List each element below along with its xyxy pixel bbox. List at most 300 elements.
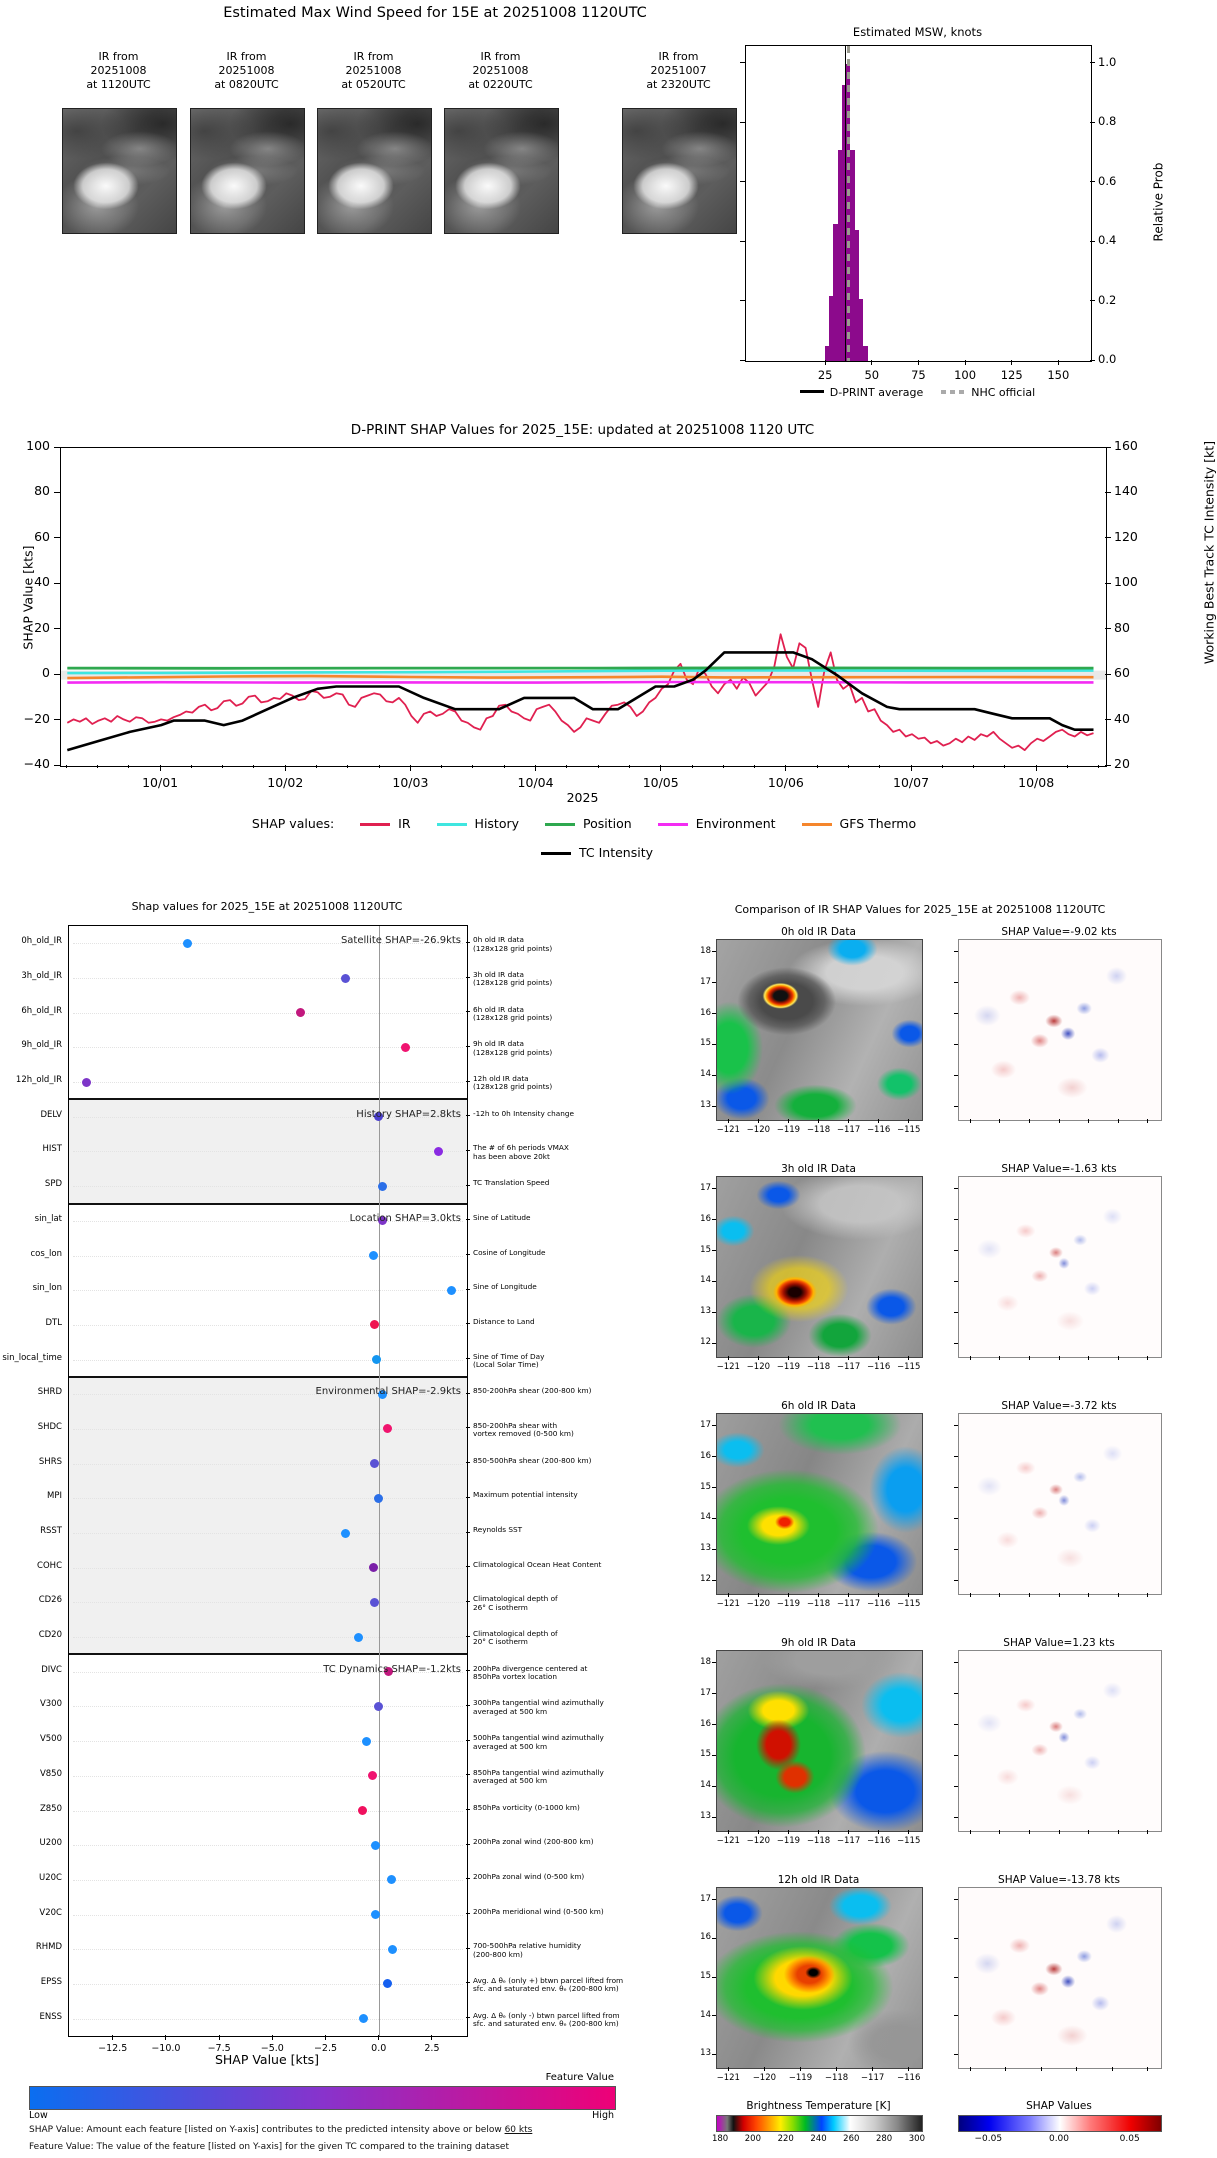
shap-map-lon-tick	[1029, 1830, 1030, 1834]
dotplot-xtick-label: −5.0	[260, 2043, 284, 2054]
ir-map-lon-label: −117	[836, 1362, 861, 1372]
ts-xtick-minor	[629, 765, 630, 768]
ts-ytick-left	[54, 719, 60, 720]
histogram-ytick-label: 0.4	[1098, 233, 1117, 248]
shap-colorbar-title: SHAP Values	[1026, 2100, 1092, 2112]
ir-map-lon-label: −117	[860, 2073, 885, 2083]
ir-map-lon-label: −118	[806, 1836, 831, 1846]
dotplot-section-divider	[69, 1376, 467, 1378]
ir-map-lat-tick	[712, 1456, 716, 1457]
dotplot-point-EPSS	[383, 1979, 392, 1988]
dotplot-right-tick	[466, 1462, 470, 1463]
shap-map-lat-tick	[954, 1487, 958, 1488]
dotplot-feature-desc: 200hPa zonal wind (0-500 km)	[473, 1871, 585, 1881]
dotplot-right-tick	[466, 1566, 470, 1567]
dotplot-right-tick	[466, 1150, 470, 1151]
ir-map-lat-tick	[712, 951, 716, 952]
ts-ytick-right-label: 100	[1114, 574, 1138, 590]
dotplot-xtick	[325, 2035, 326, 2040]
ir-map-lat-label: 13	[700, 1543, 711, 1554]
maps-title: Comparison of IR SHAP Values for 2025_15E at 20251008 1120UTC	[734, 903, 1106, 916]
ir-map-lon-label: −117	[836, 1125, 861, 1135]
ts-ytick-left	[54, 537, 60, 538]
shap-map-lat-tick	[954, 1013, 958, 1014]
dotplot-section-annotation: History SHAP=2.8kts	[356, 1108, 461, 1120]
shap-map-lon-tick	[1029, 1593, 1030, 1597]
ts-xtick-label: 10/06	[767, 775, 804, 790]
dotplot-section-divider	[69, 1653, 467, 1655]
ts-xtick-label: 10/02	[267, 775, 304, 790]
dotplot-point-cos_lon	[369, 1251, 378, 1260]
ts-ytick-right-label: 60	[1114, 665, 1130, 681]
dotplot-feature-label: CD26	[38, 1595, 62, 1606]
shap-map-lon-tick	[1059, 1119, 1060, 1123]
ir-map-lat-label: 14	[700, 1780, 711, 1791]
ir-map-lat-tick	[712, 1662, 716, 1663]
dotplot-xtick-label: −7.5	[207, 2043, 231, 2054]
dotplot-point-Z850	[358, 1806, 367, 1815]
ts-ytick-right	[1105, 719, 1111, 720]
ir-map-lon-label: −118	[806, 1599, 831, 1609]
dotplot-row-gridline	[73, 1915, 463, 1916]
dotplot-point-sin_lon	[447, 1286, 456, 1295]
ir-map-lon-label: −120	[752, 2073, 777, 2083]
timeseries-ylabel-left: SHAP Value [kts]	[20, 545, 36, 650]
ir-map-image	[716, 1413, 923, 1595]
ts-xtick-minor	[97, 765, 98, 768]
dotplot-feature-desc: 0h old IR data (128x128 grid points)	[473, 935, 553, 953]
shap-map-image	[958, 939, 1162, 1121]
ir-map-lon-tick	[728, 1830, 729, 1834]
ir-map-lon-tick	[758, 1593, 759, 1597]
dotplot-point-0h_old_IR	[183, 939, 192, 948]
ts-ytick-right-label: 40	[1114, 710, 1130, 726]
ir-map-lon-label: −118	[806, 1362, 831, 1372]
ir-map-lat-label: 17	[700, 1182, 711, 1193]
ts-xtick	[785, 765, 786, 771]
histogram-ytick-left	[740, 360, 745, 361]
ir-map-lat-tick	[712, 1724, 716, 1725]
dotplot-feature-label: MPI	[47, 1491, 62, 1502]
dotplot-feature-desc: 850-200hPa shear (200-800 km)	[473, 1386, 592, 1396]
ts-ytick-right	[1105, 447, 1111, 448]
feature-value-low-label: Low	[29, 2110, 48, 2121]
dotplot-point-SPD	[378, 1182, 387, 1191]
ts-xtick-minor	[1067, 765, 1068, 768]
dotplot-right-tick	[466, 1497, 470, 1498]
dotplot-point-6h_old_IR	[296, 1008, 305, 1017]
ir-thumbnail-image	[317, 108, 432, 234]
ir-map-lat-tick	[712, 1044, 716, 1045]
dotplot-point-DTL	[370, 1320, 379, 1329]
shap-map-title: SHAP Value=1.23 kts	[1003, 1637, 1115, 1649]
dotplot-row-gridline	[73, 1325, 463, 1326]
ir-map-lat-label: 12	[700, 1337, 711, 1348]
ts-xtick-minor	[472, 765, 473, 768]
shap-map-lon-tick	[1029, 1119, 1030, 1123]
series-ir	[67, 634, 1093, 750]
shap-map-lon-tick	[1118, 1356, 1119, 1360]
dotplot-feature-label: DTL	[45, 1317, 62, 1328]
ts-xtick-minor	[66, 765, 67, 768]
ts-xtick-minor	[191, 765, 192, 768]
histogram-xtick	[1058, 360, 1059, 365]
ir-map-lat-label: 17	[700, 1687, 711, 1698]
ts-xtick	[285, 765, 286, 771]
histogram-ytick-left	[740, 122, 745, 123]
ir-map-image	[716, 939, 923, 1121]
ir-map-lon-tick	[908, 1119, 909, 1123]
ir-map-title: 3h old IR Data	[781, 1163, 856, 1175]
histogram-legend-label: NHC official	[971, 386, 1036, 399]
dotplot-right-tick	[466, 1011, 470, 1012]
ir-map-lat-tick	[712, 1899, 716, 1900]
shap-map-lat-tick	[954, 1343, 958, 1344]
shap-map-lon-tick	[1041, 2067, 1042, 2071]
ts-ytick-left-label: 80	[34, 483, 50, 499]
shap-map-lat-tick	[954, 1662, 958, 1663]
ir-map-lon-tick	[872, 2067, 873, 2071]
ts-ytick-right-label: 120	[1114, 528, 1138, 544]
dotplot-feature-desc: 850-200hPa shear with vortex removed (0-500 km)	[473, 1420, 574, 1439]
shap-map-lat-tick	[954, 1425, 958, 1426]
ts-xtick	[535, 765, 536, 771]
shap-map-title: SHAP Value=-1.63 kts	[1001, 1163, 1117, 1175]
ir-map-title: 0h old IR Data	[781, 926, 856, 938]
dotplot-point-RHMD	[388, 1945, 397, 1954]
shap-map-lon-tick	[1088, 1593, 1089, 1597]
ir-map-lon-tick	[848, 1119, 849, 1123]
shap-map-lat-tick	[954, 1219, 958, 1220]
ir-map-lon-tick	[908, 1356, 909, 1360]
ts-xtick-label: 10/01	[142, 775, 179, 790]
ir-map-lon-label: −116	[866, 1836, 891, 1846]
dotplot-feature-label: RHMD	[35, 1942, 62, 1953]
top-panel-title: Estimated Max Wind Speed for 15E at 20251008 1120UTC	[223, 5, 647, 21]
feature-value-colorbar	[29, 2086, 616, 2110]
ir-map-lon-label: −115	[897, 1836, 921, 1846]
dotplot-right-tick	[466, 1323, 470, 1324]
timeseries-svg	[61, 448, 1106, 766]
ir-map-lon-label: −117	[836, 1599, 861, 1609]
dotplot-right-tick	[466, 1705, 470, 1706]
dotplot-row-gridline	[73, 1568, 463, 1569]
dotplot-feature-desc: 9h old IR data (128x128 grid points)	[473, 1039, 553, 1057]
ts-ytick-right-label: 20	[1114, 756, 1130, 771]
dotplot-right-tick	[466, 1254, 470, 1255]
ir-map-lat-tick	[712, 1817, 716, 1818]
dotplot-feature-desc: Climatological Ocean Heat Content	[473, 1559, 602, 1569]
ir-map-lat-label: 16	[700, 1450, 711, 1461]
ir-map-lon-label: −118	[806, 1125, 831, 1135]
ir-thumbnail-caption: IR from 20251008 at 1120UTC	[86, 50, 151, 91]
ir-map-lon-tick	[788, 1119, 789, 1123]
ir-map-lon-label: −120	[746, 1362, 771, 1372]
ts-legend-gfs-thermo-swatch	[802, 823, 832, 827]
ts-ytick-right	[1105, 492, 1111, 493]
shap-map-lon-tick	[1112, 2067, 1113, 2071]
ir-map-lat-label: 13	[700, 1306, 711, 1317]
dotplot-feature-desc: 200hPa divergence centered at 850hPa vortex location	[473, 1663, 588, 1682]
shap-map-lat-tick	[954, 1518, 958, 1519]
shap-map-lon-tick	[1076, 2067, 1077, 2071]
shap-map-lat-tick	[954, 1312, 958, 1313]
series-gfs-thermo	[67, 676, 1093, 678]
dotplot-section-shading	[69, 1377, 467, 1655]
dotplot-feature-desc: Sine of Latitude	[473, 1212, 531, 1222]
ir-map-lon-label: −116	[866, 1125, 891, 1135]
ts-xtick	[660, 765, 661, 771]
histogram-xtick-label: 25	[817, 368, 833, 382]
dotplot-point-9h_old_IR	[401, 1043, 410, 1052]
nhc-official-line	[847, 46, 850, 361]
dotplot-point-MPI	[374, 1494, 383, 1503]
ts-xtick	[1036, 765, 1037, 771]
ts-xtick-minor	[1004, 765, 1005, 768]
dotplot-row-gridline	[73, 1637, 463, 1638]
histogram-ytick	[1090, 62, 1095, 63]
ir-map-lon-label: −121	[716, 1599, 740, 1609]
dotplot-row-gridline	[73, 1880, 463, 1881]
ir-map-lon-tick	[800, 2067, 801, 2071]
dotplot-feature-label: HIST	[42, 1144, 62, 1155]
timeseries-ylabel-right: Working Best Track TC Intensity [kt]	[1201, 440, 1217, 665]
ts-ytick-right-label: 140	[1114, 483, 1138, 499]
shap-map-image	[958, 1176, 1162, 1358]
ir-thumbnail-image	[190, 108, 305, 234]
shap-map-lat-tick	[954, 1281, 958, 1282]
shap-map-title: SHAP Value=-3.72 kts	[1001, 1400, 1117, 1412]
dotplot-row-gridline	[73, 1429, 463, 1430]
dotplot-feature-label: SPD	[44, 1179, 62, 1190]
ir-map-lat-tick	[712, 1977, 716, 1978]
dotplot-right-tick	[466, 1670, 470, 1671]
shap-map-lat-tick	[954, 1977, 958, 1978]
dotplot-row-gridline	[73, 1776, 463, 1777]
shap-map-lon-tick	[1118, 1830, 1119, 1834]
shap-map-lon-tick	[1088, 1830, 1089, 1834]
histogram-bar	[863, 346, 867, 361]
dotplot-feature-label: COHC	[37, 1560, 62, 1571]
shap-map-lat-tick	[954, 1786, 958, 1787]
ts-xtick	[410, 765, 411, 771]
dotplot-feature-label: CD20	[38, 1630, 62, 1641]
histogram-ytick	[1090, 360, 1095, 361]
dotplot-feature-label: ENSS	[39, 2011, 62, 2022]
ir-map-lat-tick	[712, 1580, 716, 1581]
ir-map-lon-tick	[758, 1830, 759, 1834]
dotplot-point-V850	[368, 1771, 377, 1780]
shap-map-lat-tick	[954, 1817, 958, 1818]
shap-map-lon-tick	[1118, 1119, 1119, 1123]
histogram-ytick	[1090, 181, 1095, 182]
bt-colorbar-tick-label: 200	[744, 2134, 761, 2144]
dotplot-point-ENSS	[359, 2014, 368, 2023]
dotplot-right-tick	[466, 2017, 470, 2018]
dotplot-feature-desc: Avg. Δ θₑ (only +) btwn parcel lifted from sfc. and saturated env. θₑ (200-800 km)	[473, 1975, 624, 1994]
dotplot-title: Shap values for 2025_15E at 20251008 1120UTC	[131, 900, 403, 913]
shap-map-lon-tick	[970, 1356, 971, 1360]
ts-ytick-left-label: 0	[42, 665, 50, 681]
dotplot-row-gridline	[73, 2019, 463, 2020]
ir-map-lon-label: −119	[776, 1836, 801, 1846]
ts-legend-history-label: History	[474, 816, 520, 831]
shap-map-lon-tick	[1147, 1356, 1148, 1360]
ir-map-lat-tick	[712, 1250, 716, 1251]
ts-ytick-right	[1105, 583, 1111, 584]
dotplot-point-12h_old_IR	[82, 1078, 91, 1087]
shap-map-lon-tick	[1088, 1119, 1089, 1123]
dotplot-feature-label: V500	[39, 1734, 62, 1745]
ir-map-lon-label: −115	[897, 1125, 921, 1135]
ir-map-lat-tick	[712, 1281, 716, 1282]
dotplot-row-gridline	[73, 1498, 463, 1499]
dotplot-section-annotation: Environmental SHAP=-2.9kts	[315, 1386, 461, 1398]
shap-map-lon-tick	[999, 1119, 1000, 1123]
ts-ytick-left	[54, 447, 60, 448]
dotplot-xtick-label: 2.5	[424, 2043, 440, 2054]
ts-legend-ir-label: IR	[398, 816, 411, 831]
ir-map-lat-tick	[712, 2054, 716, 2055]
dotplot-feature-label: cos_lon	[30, 1248, 62, 1259]
ir-map-lon-label: −119	[776, 1125, 801, 1135]
dotplot-xlabel: SHAP Value [kts]	[214, 2052, 320, 2067]
dotplot-feature-desc: The # of 6h periods VMAX has been above 20kt	[473, 1143, 569, 1161]
shap-map-lat-tick	[954, 2054, 958, 2055]
dotplot-point-3h_old_IR	[341, 974, 350, 983]
dotplot-feature-desc: 850hPa tangential wind azimuthally averaged at 500 km	[473, 1767, 604, 1786]
ir-map-lon-tick	[848, 1593, 849, 1597]
dotplot-xtick-label: −10.0	[151, 2043, 181, 2054]
dotplot-feature-label: V20C	[39, 1907, 62, 1918]
histogram-xtick	[918, 360, 919, 365]
ir-map-lon-tick	[788, 1593, 789, 1597]
ts-xtick-minor	[817, 765, 818, 768]
ir-map-lat-tick	[712, 1312, 716, 1313]
dotplot-point-U200	[371, 1841, 380, 1850]
bt-colorbar	[716, 2115, 923, 2132]
dotplot-feature-desc: 850hPa vorticity (0-1000 km)	[473, 1802, 580, 1812]
bt-colorbar-tick-label: 180	[711, 2134, 729, 2144]
ir-map-lat-label: 15	[700, 1749, 711, 1760]
dotplot-section-annotation: Satellite SHAP=-26.9kts	[340, 935, 461, 947]
dotplot-feature-label: SHRD	[37, 1387, 62, 1398]
ir-map-lon-label: −116	[866, 1362, 891, 1372]
footnote-text: SHAP Value: Amount each feature [listed on Y-axis] contributes to the predicted intensity above or below	[29, 2125, 505, 2135]
ir-map-lon-tick	[728, 2067, 729, 2071]
dotplot-row-gridline	[73, 1256, 463, 1257]
ir-map-lon-label: −119	[776, 1362, 801, 1372]
histogram-xtick-label: 125	[1000, 368, 1023, 382]
ts-xtick-minor	[441, 765, 442, 768]
dotplot-row-gridline	[73, 1464, 463, 1465]
dotplot-feature-label: U20C	[39, 1872, 62, 1883]
dotplot-xtick	[272, 2035, 273, 2040]
ir-map-title: 9h old IR Data	[781, 1637, 856, 1649]
shap-map-lon-tick	[999, 1356, 1000, 1360]
shap-colorbar	[958, 2115, 1162, 2132]
dotplot-section-annotation: TC Dynamics SHAP=-1.2kts	[323, 1663, 461, 1675]
ts-xtick-minor	[1098, 765, 1099, 768]
ts-xtick-label: 10/03	[392, 775, 429, 790]
ir-thumbnail-caption: IR from 20251008 at 0520UTC	[341, 50, 406, 91]
dotplot-xtick	[112, 2035, 113, 2040]
ir-map-lon-label: −115	[897, 1362, 921, 1372]
shap-map-title: SHAP Value=-9.02 kts	[1001, 926, 1117, 938]
ir-map-lon-tick	[848, 1830, 849, 1834]
ir-thumbnail-caption: IR from 20251008 at 0820UTC	[214, 50, 279, 91]
ir-map-lon-label: −117	[836, 1836, 861, 1846]
shap-map-lat-tick	[954, 1456, 958, 1457]
ts-xtick-minor	[598, 765, 599, 768]
dotplot-row-gridline	[73, 1533, 463, 1534]
dotplot-feature-desc: 3h old IR data (128x128 grid points)	[473, 970, 553, 988]
ir-map-lat-tick	[712, 1188, 716, 1189]
ir-map-lon-label: −119	[776, 1599, 801, 1609]
ir-map-lat-label: 15	[700, 1971, 711, 1981]
ir-map-lon-tick	[836, 2067, 837, 2071]
ir-map-lon-tick	[788, 1356, 789, 1360]
dotplot-feature-desc: Climatological depth of 20° C isotherm	[473, 1629, 558, 1647]
bt-colorbar-tick-label: 280	[875, 2134, 893, 2144]
ts-ytick-right	[1105, 765, 1111, 766]
dotplot-section-annotation: Location SHAP=3.0kts	[349, 1212, 461, 1224]
dotplot-row-gridline	[73, 1984, 463, 1985]
ts-legend-tc-intensity-swatch	[541, 852, 571, 856]
ts-xtick	[160, 765, 161, 771]
shap-map-lon-tick	[970, 2067, 971, 2071]
ir-map-lat-label: 13	[700, 2048, 711, 2059]
ts-ytick-left	[54, 492, 60, 493]
ir-map-title: 12h old IR Data	[777, 1874, 860, 1886]
ir-map-lat-label: 14	[700, 1275, 711, 1286]
ir-map-lon-label: −121	[716, 1836, 740, 1846]
dotplot-right-tick	[466, 1219, 470, 1220]
histogram-ytick-left	[740, 241, 745, 242]
ts-xtick	[911, 765, 912, 771]
dotplot-xtick	[165, 2035, 166, 2040]
dotplot-right-tick	[466, 1878, 470, 1879]
histogram-xtick-label: 75	[911, 368, 926, 382]
dotplot-right-tick	[466, 977, 470, 978]
dotplot-right-tick	[466, 1289, 470, 1290]
ir-map-lat-tick	[712, 1693, 716, 1694]
shap-map-lon-tick	[1029, 1356, 1030, 1360]
dotplot-right-tick	[466, 1809, 470, 1810]
shap-map-image	[958, 1413, 1162, 1595]
dotplot-row-gridline	[73, 978, 463, 979]
ir-map-lat-tick	[712, 1786, 716, 1787]
dotplot-right-tick	[466, 1948, 470, 1949]
dotplot-right-tick	[466, 1982, 470, 1983]
dotplot-right-tick	[466, 1393, 470, 1394]
ir-map-lon-label: −120	[746, 1836, 771, 1846]
ts-xtick-minor	[128, 765, 129, 768]
ir-map-lon-label: −121	[716, 1125, 740, 1135]
ts-ytick-left	[54, 628, 60, 629]
dotplot-right-tick	[466, 1185, 470, 1186]
ts-ytick-right	[1105, 537, 1111, 538]
nhc-official-legend-swatch	[941, 390, 965, 394]
dotplot-feature-label: DIVC	[41, 1664, 62, 1675]
ir-map-lon-tick	[728, 1119, 729, 1123]
shap-map-lon-tick	[1059, 1830, 1060, 1834]
ir-map-lat-tick	[712, 1343, 716, 1344]
shap-map-image	[958, 1887, 1162, 2069]
ir-map-lon-label: −121	[716, 2073, 740, 2083]
ir-map-lat-tick	[712, 1518, 716, 1519]
dotplot-point-RSST	[341, 1529, 350, 1538]
